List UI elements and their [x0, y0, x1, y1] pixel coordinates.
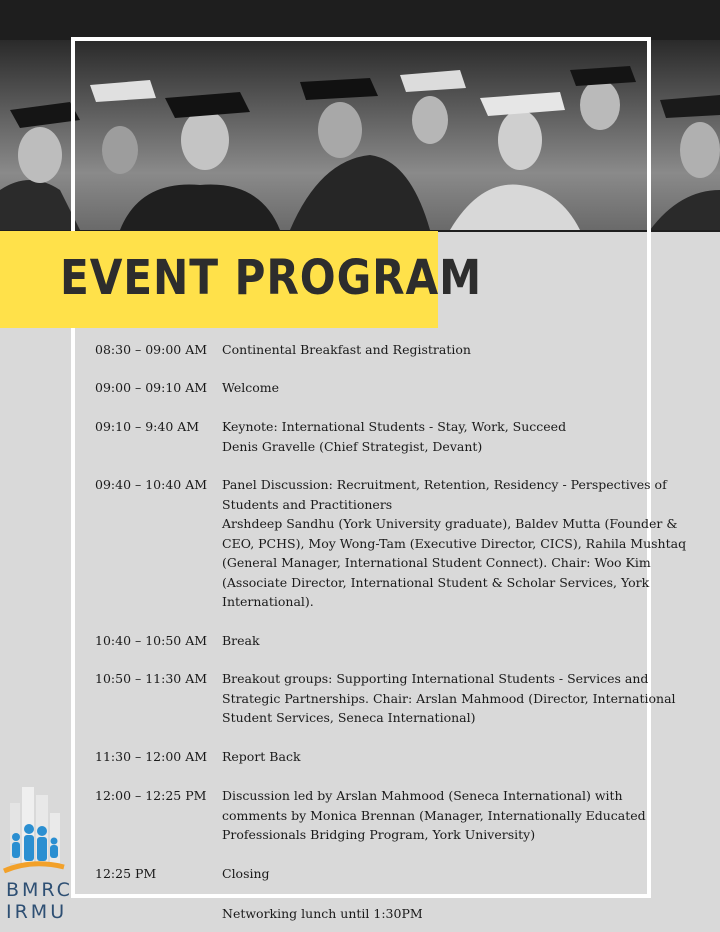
program-time: 09:40 – 10:40 AM — [95, 477, 208, 492]
white-frame — [71, 37, 687, 898]
program-line: Panel Discussion: Recruitment, Retention, Residency - Perspectives of — [222, 477, 667, 492]
program-description — [222, 786, 646, 845]
program-line: Breakout groups: Supporting International Students - Services and — [222, 671, 649, 686]
program-line: Students and Practitioners — [222, 496, 393, 512]
program-line: Denis Gravelle (Chief Strategist, Devant) — [222, 438, 483, 454]
program-line: Arshdeep Sandhu (York University graduate), Baldev Mutta (Founder & — [222, 516, 678, 531]
program-description — [222, 631, 642, 651]
program-line: Welcome — [222, 380, 280, 395]
program-time: 10:40 – 10:50 AM — [95, 633, 208, 648]
program-line: Strategic Partnerships. Chair: Arslan Mahmood (Director, International — [222, 690, 676, 706]
program-line: (Associate Director, International Student & Scholar Services, York — [222, 574, 650, 590]
program-time: 08:30 – 09:00 AM — [95, 342, 208, 357]
program-description — [222, 669, 676, 728]
program-time: 12:00 – 12:25 PM — [95, 788, 207, 803]
logo-text-line1: BMRC — [6, 879, 73, 901]
program-description — [222, 417, 642, 456]
program-description — [222, 475, 687, 612]
bmrc-logo — [2, 783, 73, 923]
program-line: Continental Breakfast and Registration — [222, 342, 471, 357]
program-description — [222, 864, 642, 884]
logo-text-line2: IRMU — [6, 901, 68, 923]
program-line: Discussion led by Arslan Mahmood (Seneca International) with — [222, 788, 623, 803]
program-time: 10:50 – 11:30 AM — [95, 671, 208, 686]
program-time: 11:30 – 12:00 AM — [95, 749, 208, 764]
networking-note: Networking lunch until 1:30PM — [222, 906, 423, 921]
program-line: International). — [222, 594, 314, 609]
program-description — [222, 378, 642, 398]
program-line: Report Back — [222, 749, 301, 764]
program-line: CEO, PCHS), Moy Wong-Tam (Executive Director, CICS), Rahila Mushtaq — [222, 535, 687, 551]
program-line: comments by Monica Brennan (Manager, Internationally Educated — [222, 807, 646, 823]
program-line: Closing — [222, 866, 270, 881]
program-line: Professionals Bridging Program, York University) — [222, 827, 536, 842]
program-line: Student Services, Seneca International) — [222, 710, 476, 725]
program-time: 09:10 – 9:40 AM — [95, 419, 200, 434]
bmrc-family-logo-icon — [2, 783, 68, 878]
program-description — [222, 340, 642, 360]
page-title: EVENT PROGRAM — [60, 250, 483, 306]
program-line: Break — [222, 633, 260, 648]
program-line: Keynote: International Students - Stay, Work, Succeed — [222, 419, 567, 434]
program-time: 12:25 PM — [95, 866, 157, 881]
program-description — [222, 747, 642, 767]
program-line: (General Manager, International Student Connect). Chair: Woo Kim — [222, 555, 651, 570]
program-time: 09:00 – 09:10 AM — [95, 380, 208, 395]
